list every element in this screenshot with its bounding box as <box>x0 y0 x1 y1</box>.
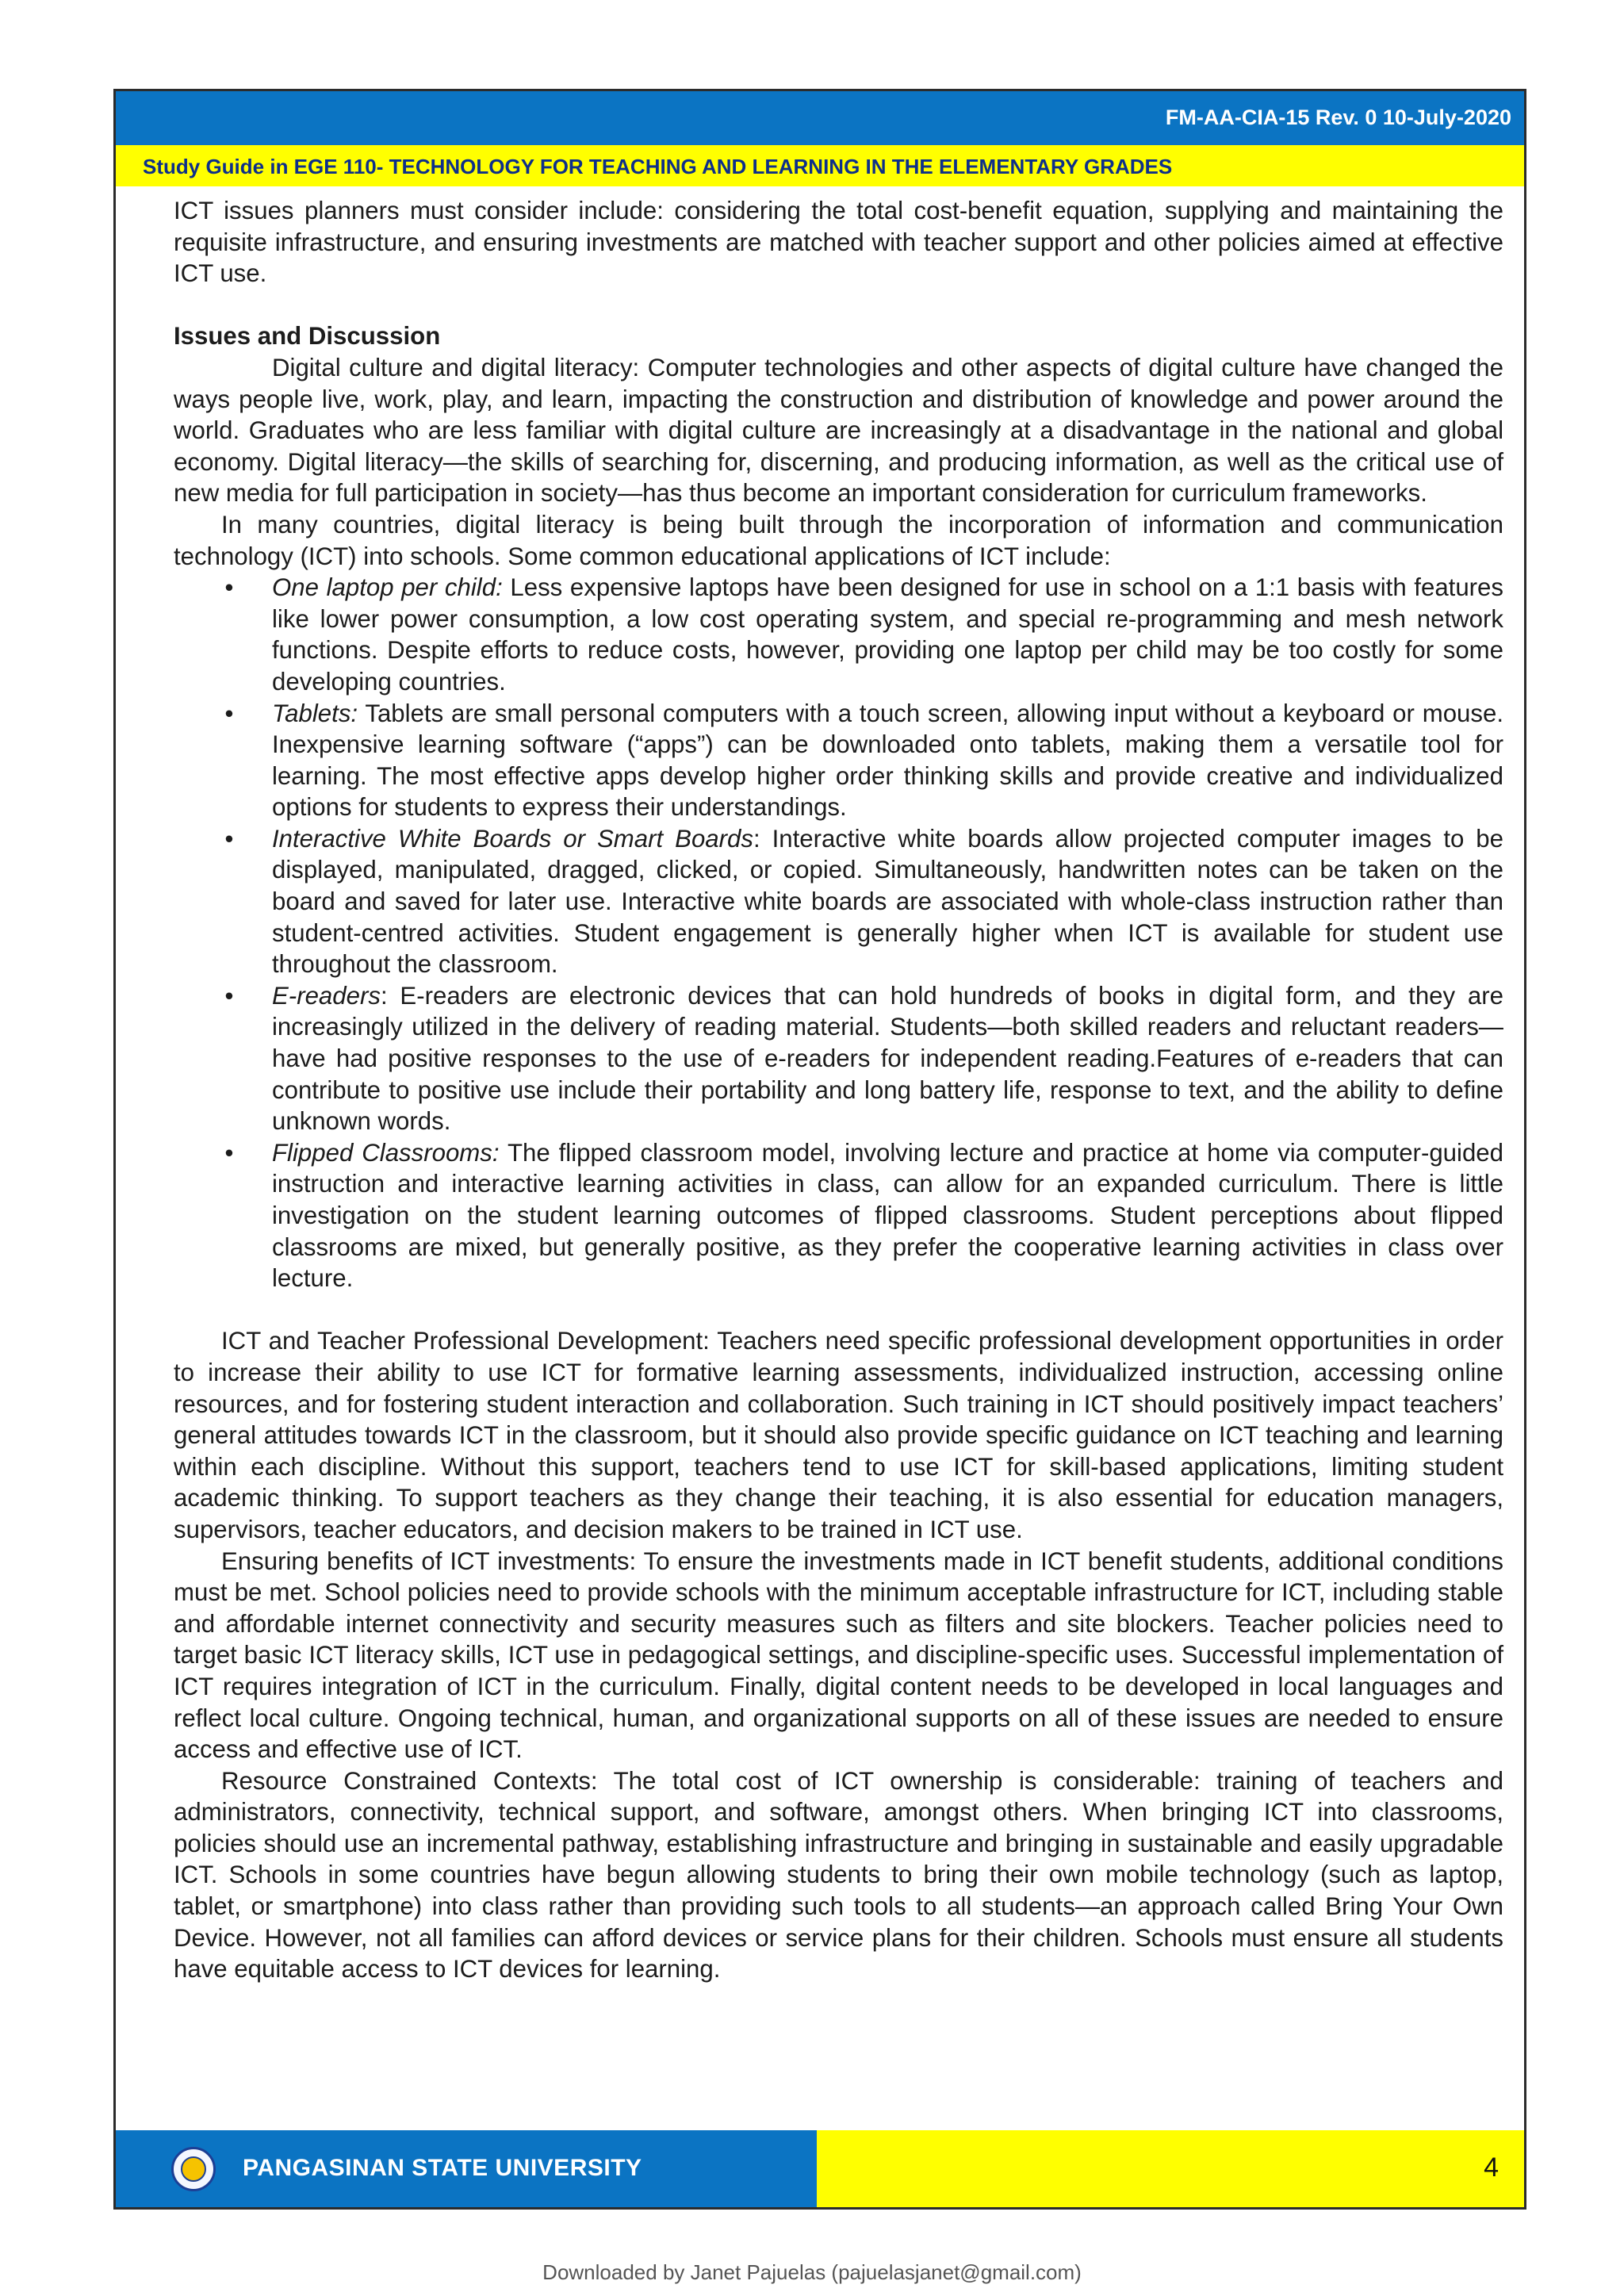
document-body <box>174 195 1503 1985</box>
bullet-icon: • <box>224 699 234 727</box>
university-seal-icon <box>171 2147 216 2191</box>
spacer <box>174 289 1503 321</box>
form-code: FM-AA-CIA-15 Rev. 0 10-July-2020 <box>1165 105 1511 129</box>
list-item <box>224 572 1503 697</box>
bullet-term: E-readers <box>272 981 381 1010</box>
list-item <box>224 698 1503 823</box>
seal-center <box>181 2156 206 2182</box>
bullet-icon: • <box>224 824 234 853</box>
bullet-text: : E-readers are electronic devices that can hold hundreds of books in digital form, and they are increasingly utilized in the delivery of reading material. Students—both skilled readers and reluctant readers—have had positive responses to the use of e-readers for independent reading.Features of e-readers that can contribute to positive use include their portability and long battery life, response to text, and the ability to define unknown words. <box>272 981 1503 1136</box>
ict-applications-list <box>174 572 1503 1294</box>
digital-culture-paragraph: Digital culture and digital literacy: Computer technologies and other aspects of digital culture have changed the ways people live, work, play, and learn, impacting the construction and distribution of knowledge and power around the world. Graduates who are less familiar with digital culture are increasingly at a disadvantage in the national and global economy. Digital literacy—the skills of searching for, discerning, and producing information, as well as the critical use of new media for full participation in society—has thus become an important consideration for curriculum frameworks. <box>174 353 1503 508</box>
intro-paragraph: ICT issues planners must consider include: considering the total cost-benefit equation, supplying and maintaining the requisite infrastructure, and ensuring investments are matched with teacher support and other policies aimed at effective ICT use. <box>174 197 1503 288</box>
spacer <box>174 1294 1503 1326</box>
bullet-term: Tablets: <box>272 699 358 727</box>
bullet-text: Tablets are small personal computers with a touch screen, allowing input without a keyboard or mouse. Inexpensive learning software (“apps”) can be downloaded onto tablets, making them a versatile tool for learning. The most effective apps develop higher order thinking skills and provide creative and individualized options for students to express their understandings. <box>272 699 1503 822</box>
bullet-text: The flipped classroom model, involving lecture and practice at home via computer-guided instruction and interactive learning activities in class, can allow for an expanded curriculum. There is little investigation on the student learning outcomes of flipped classrooms. Student perceptions about flipped classrooms are mixed, but generally positive, as they prefer the cooperative learning activities in class over lecture. <box>272 1138 1503 1293</box>
bullet-icon: • <box>224 1138 234 1167</box>
bullet-term: Interactive White Boards or Smart Boards <box>272 824 753 853</box>
bullet-term: One laptop per child: <box>272 573 503 602</box>
page-frame <box>113 89 1526 2210</box>
university-name: PANGASINAN STATE UNIVERSITY <box>243 2155 642 2181</box>
list-item <box>224 980 1503 1137</box>
footer-yellow-section <box>817 2130 1524 2207</box>
bullet-term: Flipped Classrooms: <box>272 1138 500 1167</box>
list-item <box>224 823 1503 980</box>
bullet-text: : Interactive white boards allow projected computer images to be displayed, manipulated, dragged, clicked, or copied. Simultaneously, handwritten notes can be taken on the board and saved for later use. Interactive white boards are associated with whole-class instruction rather than student-centred activities. Student engagement is generally higher when ICT is available for student use throughout the classroom. <box>272 824 1503 979</box>
download-notice: Downloaded by Janet Pajuelas (pajuelasjanet@gmail.com) <box>542 2260 1082 2284</box>
page-number: 4 <box>1484 2152 1499 2183</box>
bullet-icon: • <box>224 573 234 602</box>
study-guide-band <box>116 145 1524 186</box>
list-item <box>224 1137 1503 1294</box>
bullet-icon: • <box>224 981 234 1010</box>
footer-band <box>116 2130 1524 2207</box>
teacher-pd-paragraph: ICT and Teacher Professional Development: Teachers need specific professional development opportunities in order to increase their ability to use ICT for formative learning assessments, individualized instruction, accessing online resources, and for fostering student interaction and collaboration. Such training in ICT should positively impact teachers’ general attitudes towards ICT in the classroom, but it should also provide specific guidance on ICT teaching and learning within each discipline. Without this support, teachers tend to use ICT for skill-based applications, limiting student academic thinking. To support teachers as they change their teaching, it is also essential for education managers, supervisors, teacher educators, and decision makers to be trained in ICT use. <box>174 1327 1503 1543</box>
footer-blue-section <box>116 2130 817 2207</box>
resource-constrained-paragraph: Resource Constrained Contexts: The total cost of ICT ownership is considerable: training of teachers and administrators, connectivity, technical support, and software, amongst others. When bringing ICT into classrooms, policies should use an incremental pathway, establishing infrastructure and bringing in sustainable and easily upgradable ICT. Schools in some countries have begun allowing students to bring their own mobile technology (such as laptop, tablet, or smartphone) into class rather than providing such tools to all students—an approach called Bring Your Own Device. However, not all families can afford devices or service plans for their children. Schools must ensure all students have equitable access to ICT devices for learning. <box>174 1766 1503 1984</box>
section-heading: Issues and Discussion <box>174 322 441 351</box>
bullet-text: Less expensive laptops have been designed for use in school on a 1:1 basis with features like lower power consumption, a low cost operating system, and special re-programming and mesh network functions. Despite efforts to reduce costs, however, providing one laptop per child may be too costly for some developing countries. <box>272 573 1503 696</box>
study-guide-title: Study Guide in EGE 110- TECHNOLOGY FOR TEACHING AND LEARNING IN THE ELEMENTARY GRADES <box>143 155 1173 178</box>
many-countries-paragraph: In many countries, digital literacy is being built through the incorporation of information and communication technology (ICT) into schools. Some common educational applications of ICT include: <box>174 510 1503 570</box>
ensuring-benefits-paragraph: Ensuring benefits of ICT investments: To ensure the investments made in ICT benefit students, additional conditions must be met. School policies need to provide schools with the minimum acceptable infrastructure for ICT, including stable and affordable internet connectivity and security measures such as filters and site blockers. Teacher policies need to target basic ICT literacy skills, ICT use in pedagogical settings, and discipline-specific uses. Successful implementation of ICT requires integration of ICT in the curriculum. Finally, digital content needs to be developed in local languages and reflect local culture. Ongoing technical, human, and organizational supports on all of these issues are needed to ensure access and effective use of ICT. <box>174 1547 1503 1764</box>
header-band <box>116 91 1524 145</box>
